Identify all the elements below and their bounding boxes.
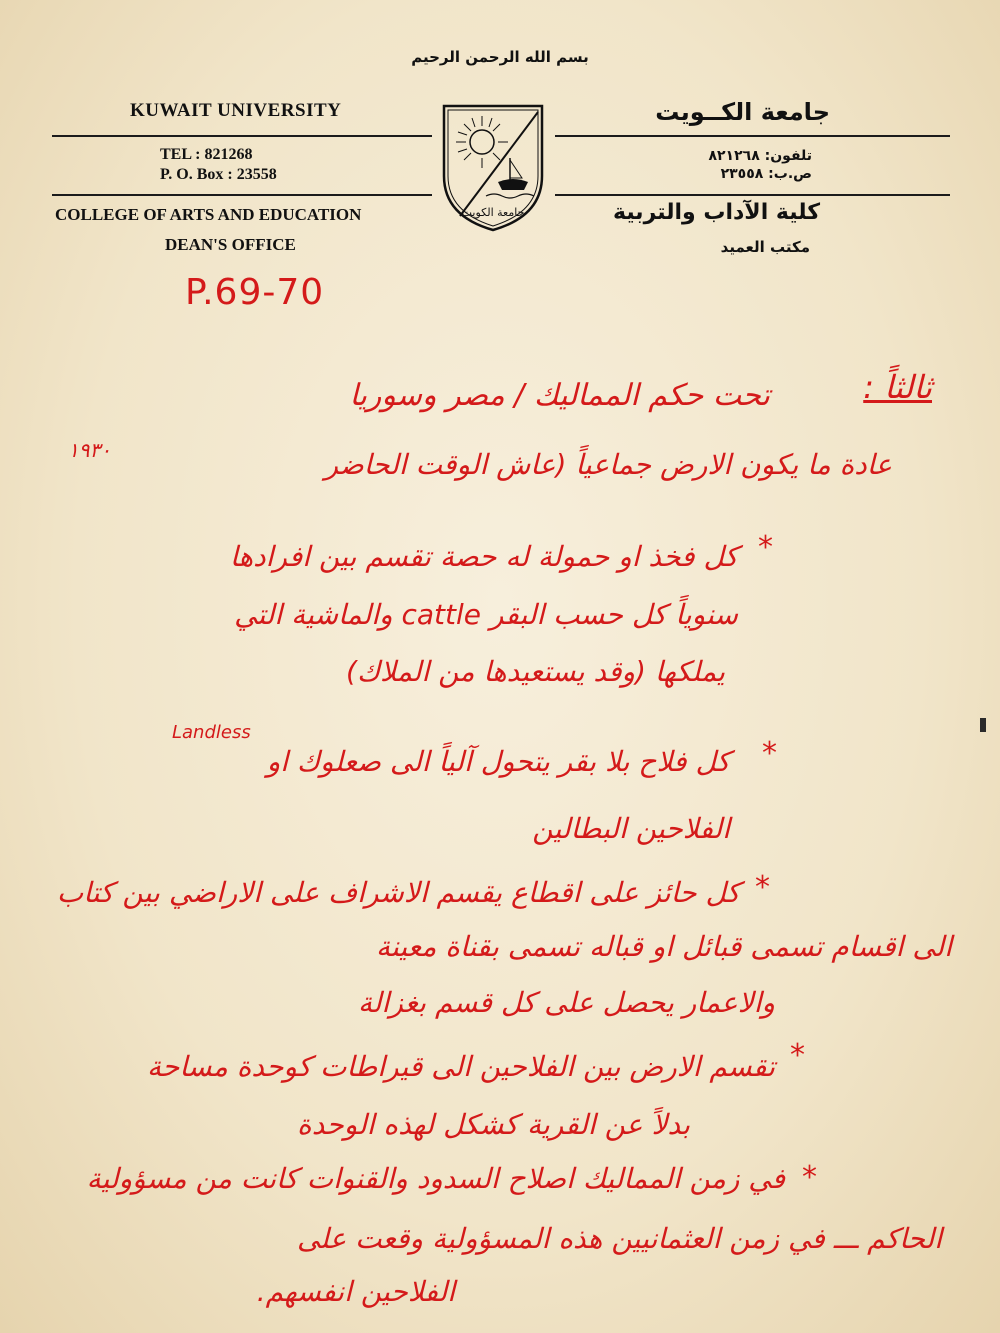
note-line: كل فخذ او حمولة له حصة تقسم بين افرادها <box>229 540 738 573</box>
rule-line <box>555 194 950 196</box>
emblem-label: جامعة الكويت <box>461 206 525 219</box>
bullet-star-icon: * <box>790 1038 805 1073</box>
bullet-star-icon: * <box>758 530 773 565</box>
section-title: تحت حكم المماليك / مصر وسوريا <box>349 378 770 413</box>
note-line: الحاكم ـــ في زمن العثمانيين هذه المسؤولية وقعت على <box>296 1222 942 1255</box>
note-line: والاعمار يحصل على كل قسم بغزالة <box>358 986 775 1019</box>
reference-number: P.69-70 <box>185 272 325 313</box>
note-line: كل فلاح بلا بقر يتحول آلياً الى صعلوك او <box>266 745 730 778</box>
note-line: في زمن المماليك اصلاح السدود والقنوات كانت من مسؤولية <box>86 1162 785 1195</box>
dean-office-ar: مكتب العميد <box>720 238 810 256</box>
letterhead <box>0 0 1000 270</box>
college-name-ar: كلية الآداب والتربية <box>612 200 820 225</box>
dean-office-en: DEAN'S OFFICE <box>165 235 296 254</box>
telephone-en: TEL : 821268 <box>160 146 253 163</box>
section-heading: ثالثاً : <box>863 368 932 406</box>
intro-line: عادة ما يكون الارض جماعياً (عاش الوقت الحاضر <box>324 448 892 481</box>
note-line: بدلاً عن القرية كشكل لهذه الوحدة <box>297 1108 690 1141</box>
bullet-star-icon: * <box>755 870 770 905</box>
telephone-ar: تلفون: ٨٢١٢٦٨ <box>708 148 812 164</box>
bullet-star-icon: * <box>802 1160 817 1195</box>
rule-line <box>555 135 950 137</box>
note-line: كل حائز على اقطاع يقسم الاشراف على الاراضي بين كتاب <box>56 876 740 909</box>
university-name-en: KUWAIT UNIVERSITY <box>130 100 342 121</box>
po-box-ar: ص.ب: ٢٣٥٥٨ <box>720 166 812 182</box>
note-line: الفلاحين انفسهم. <box>256 1275 455 1308</box>
note-line: تقسم الارض بين الفلاحين الى قيراطات كوحدة مساحة <box>147 1050 775 1083</box>
note-line: الفلاحين البطالين <box>532 812 730 845</box>
bullet-star-icon: * <box>762 736 777 771</box>
bismillah: بسم الله الرحمن الرحيم <box>411 48 589 66</box>
note-line: سنوياً كل حسب البقر cattle والماشية التي <box>234 598 738 631</box>
rule-line <box>52 135 432 137</box>
year-annotation: ١٩٣٠ <box>68 438 111 462</box>
college-name-en: COLLEGE OF ARTS AND EDUCATION <box>55 205 362 224</box>
po-box-en: P. O. Box : 23558 <box>160 166 277 183</box>
rule-line <box>52 194 432 196</box>
note-line: يملكها (وقد يستعيدها من الملاك) <box>346 655 725 688</box>
note-line: الى اقسام تسمى قبائل او قباله تسمى بقناة معينة <box>375 930 952 963</box>
university-name-ar: جامعة الكــويت <box>655 98 830 126</box>
landless-annotation: Landless <box>172 722 251 743</box>
university-emblem-icon <box>438 98 548 234</box>
paper-mark <box>980 718 986 732</box>
